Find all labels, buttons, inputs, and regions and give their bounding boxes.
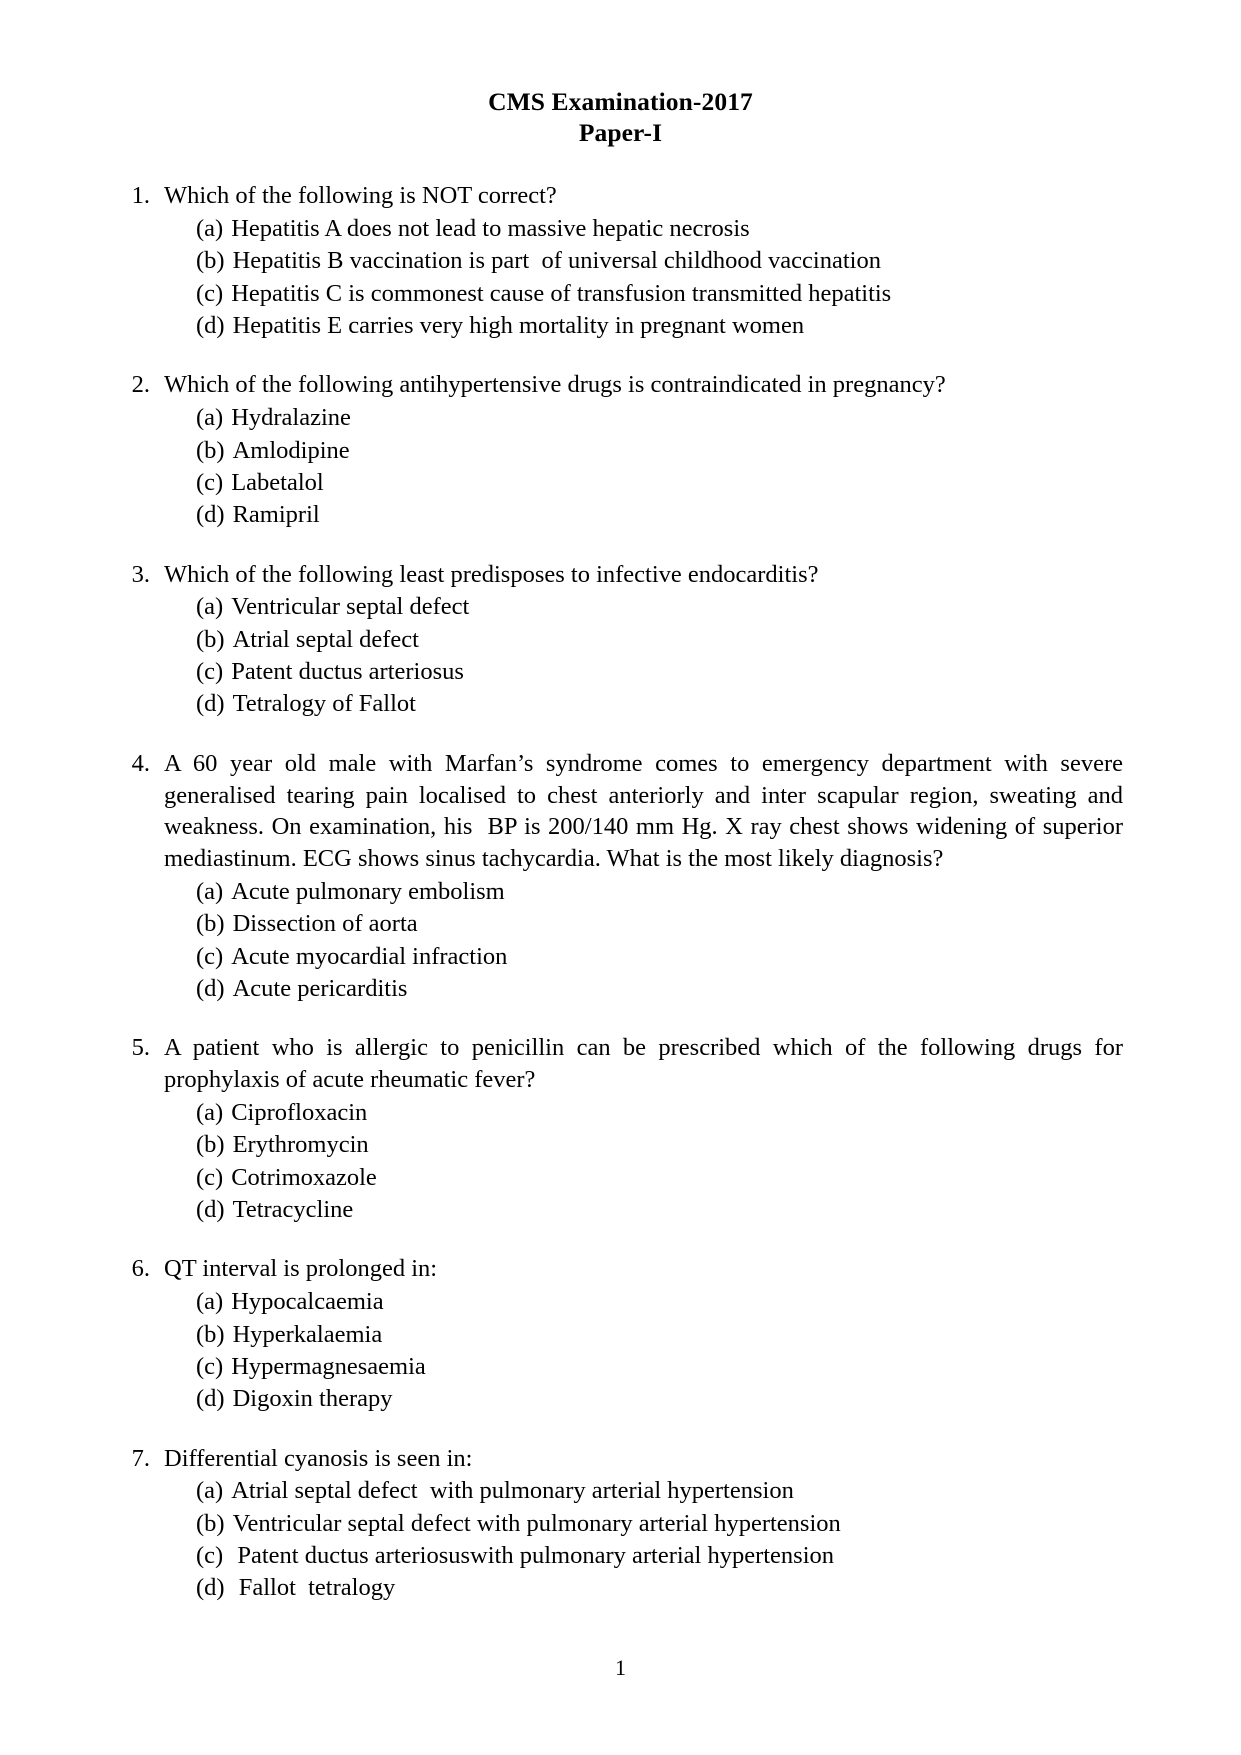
option-item[interactable]	[196, 688, 1123, 720]
question-prompt-row	[118, 180, 1123, 212]
question-number: 2.	[131, 371, 150, 399]
option-text: Hyperkalaemia	[232, 1320, 383, 1348]
question-text: A 60 year old male with Marfan’s syndrome comes to emergency department with severe generalised tearing pain localised to chest anteriorly and inter scapular region, sweating and weakness. On examination, his BP is 200/140 mm Hg. X ray chest shows widening of superior mediastinum. ECG shows sinus tachycardia. What is the most likely diagnosis?	[164, 749, 1130, 873]
question-text: Which of the following least predisposes to infective endocarditis?	[164, 560, 819, 588]
option-item[interactable]	[196, 245, 1123, 277]
option-text: Acute pericarditis	[232, 975, 408, 1003]
option-label: (c)	[196, 1352, 224, 1380]
option-text: Hepatitis E carries very high mortality in pregnant women	[232, 312, 805, 340]
question-text: QT interval is prolonged in:	[164, 1255, 438, 1283]
option-text: Patent ductus arteriosuswith pulmonary arterial hypertension	[231, 1542, 835, 1570]
question-item	[118, 559, 1123, 721]
option-label: (d)	[196, 1196, 225, 1224]
option-item[interactable]	[196, 310, 1123, 342]
option-text: Hypermagnesaemia	[231, 1352, 426, 1380]
paper-subtitle: Paper-I	[578, 118, 663, 148]
question-text: A patient who is allergic to penicillin can be prescribed which of the following drugs for prophylaxis of acute rheumatic fever?	[164, 1034, 1130, 1094]
option-label: (d)	[196, 975, 225, 1003]
option-text: Hepatitis C is commonest cause of transfusion transmitted hepatitis	[231, 279, 892, 307]
question-prompt-row	[118, 559, 1123, 591]
option-label: (c)	[196, 279, 224, 307]
question-item	[118, 748, 1130, 1006]
option-text: Amlodipine	[232, 436, 350, 464]
exam-title: CMS Examination-2017	[488, 87, 753, 116]
option-item[interactable]	[196, 402, 1123, 434]
option-item[interactable]	[196, 1572, 1123, 1604]
option-item[interactable]	[196, 624, 1123, 656]
option-text: Labetalol	[231, 468, 324, 496]
option-item[interactable]	[196, 1475, 1123, 1507]
question-item	[118, 1032, 1130, 1226]
option-label: (b)	[196, 1131, 225, 1159]
question-item	[118, 180, 1123, 342]
option-text: Hepatitis A does not lead to massive hepatic necrosis	[231, 215, 750, 243]
option-text: Ventricular septal defect	[231, 593, 470, 621]
option-label: (b)	[196, 625, 225, 653]
option-label: (a)	[196, 1099, 224, 1127]
option-label: (a)	[196, 593, 224, 621]
question-item	[118, 1253, 1123, 1415]
option-item[interactable]	[196, 973, 1123, 1005]
option-label: (c)	[196, 1542, 224, 1570]
option-label: (b)	[196, 247, 225, 275]
option-item[interactable]	[196, 1097, 1123, 1129]
option-text: Acute pulmonary embolism	[231, 878, 505, 906]
option-item[interactable]	[196, 1129, 1123, 1161]
option-label: (d)	[196, 1574, 225, 1602]
option-label: (d)	[196, 690, 225, 718]
option-item[interactable]	[196, 941, 1123, 973]
option-list	[118, 213, 1123, 342]
page-number: 1	[615, 1655, 626, 1680]
option-list	[118, 1475, 1123, 1604]
option-label: (b)	[196, 910, 225, 938]
option-item[interactable]	[196, 213, 1123, 245]
option-label: (b)	[196, 436, 225, 464]
option-label: (a)	[196, 215, 224, 243]
question-prompt-row	[118, 1253, 1123, 1285]
option-item[interactable]	[196, 435, 1123, 467]
option-text: Atrial septal defect with pulmonary arterial hypertension	[231, 1477, 794, 1505]
option-list	[118, 402, 1123, 531]
option-label: (c)	[196, 468, 224, 496]
option-text: Ventricular septal defect with pulmonary arterial hypertension	[232, 1509, 841, 1537]
option-label: (a)	[196, 878, 224, 906]
option-text: Acute myocardial infraction	[231, 942, 508, 970]
option-item[interactable]	[196, 908, 1123, 940]
question-item	[118, 369, 1123, 531]
page-footer	[0, 1655, 1241, 1681]
option-text: Hepatitis B vaccination is part of universal childhood vaccination	[232, 247, 881, 275]
option-label: (b)	[196, 1509, 225, 1537]
question-item	[118, 1443, 1123, 1605]
option-item[interactable]	[196, 1194, 1123, 1226]
option-item[interactable]	[196, 467, 1123, 499]
option-list	[118, 1286, 1123, 1415]
option-item[interactable]	[196, 1383, 1123, 1415]
option-list	[118, 591, 1123, 720]
option-label: (c)	[196, 1163, 224, 1191]
question-prompt-row	[118, 369, 1123, 401]
option-label: (d)	[196, 1385, 225, 1413]
option-item[interactable]	[196, 1319, 1123, 1351]
option-label: (a)	[196, 1477, 224, 1505]
option-label: (c)	[196, 658, 224, 686]
option-item[interactable]	[196, 1351, 1123, 1383]
question-text: Which of the following is NOT correct?	[164, 182, 557, 210]
option-item[interactable]	[196, 278, 1123, 310]
question-number: 1.	[131, 182, 150, 210]
document-header	[118, 86, 1123, 148]
option-text: Fallot tetralogy	[232, 1574, 396, 1602]
question-prompt-row	[118, 1443, 1123, 1475]
option-label: (a)	[196, 1288, 224, 1316]
option-text: Dissection of aorta	[232, 910, 418, 938]
option-text: Hypocalcaemia	[231, 1288, 384, 1316]
question-number: 3.	[131, 560, 150, 588]
option-list	[118, 876, 1123, 1005]
question-text: Differential cyanosis is seen in:	[164, 1444, 473, 1472]
option-label: (a)	[196, 404, 224, 432]
option-text: Ramipril	[232, 501, 320, 529]
question-prompt-row	[118, 1032, 1130, 1096]
option-label: (b)	[196, 1320, 225, 1348]
option-label: (c)	[196, 942, 224, 970]
option-label: (d)	[196, 501, 225, 529]
question-text: Which of the following antihypertensive drugs is contraindicated in pregnancy?	[164, 371, 946, 399]
option-text: Erythromycin	[232, 1131, 369, 1159]
option-text: Cotrimoxazole	[231, 1163, 377, 1191]
option-item[interactable]	[196, 1286, 1123, 1318]
option-item[interactable]	[196, 876, 1123, 908]
question-prompt-row	[118, 748, 1130, 875]
option-item[interactable]	[196, 591, 1123, 623]
question-number: 5.	[131, 1034, 150, 1062]
option-text: Tetracycline	[232, 1196, 354, 1224]
question-number: 6.	[131, 1255, 150, 1283]
option-text: Atrial septal defect	[232, 625, 419, 653]
option-label: (d)	[196, 312, 225, 340]
option-item[interactable]	[196, 1162, 1123, 1194]
option-item[interactable]	[196, 499, 1123, 531]
option-text: Hydralazine	[231, 404, 351, 432]
option-item[interactable]	[196, 656, 1123, 688]
option-item[interactable]	[196, 1540, 1123, 1572]
question-number: 4.	[131, 749, 150, 777]
option-text: Ciprofloxacin	[231, 1099, 368, 1127]
option-text: Patent ductus arteriosus	[231, 658, 464, 686]
question-list	[118, 180, 1130, 1604]
option-text: Digoxin therapy	[232, 1385, 393, 1413]
option-list	[118, 1097, 1123, 1226]
option-item[interactable]	[196, 1508, 1123, 1540]
question-number: 7.	[131, 1444, 150, 1472]
option-text: Tetralogy of Fallot	[232, 690, 416, 718]
